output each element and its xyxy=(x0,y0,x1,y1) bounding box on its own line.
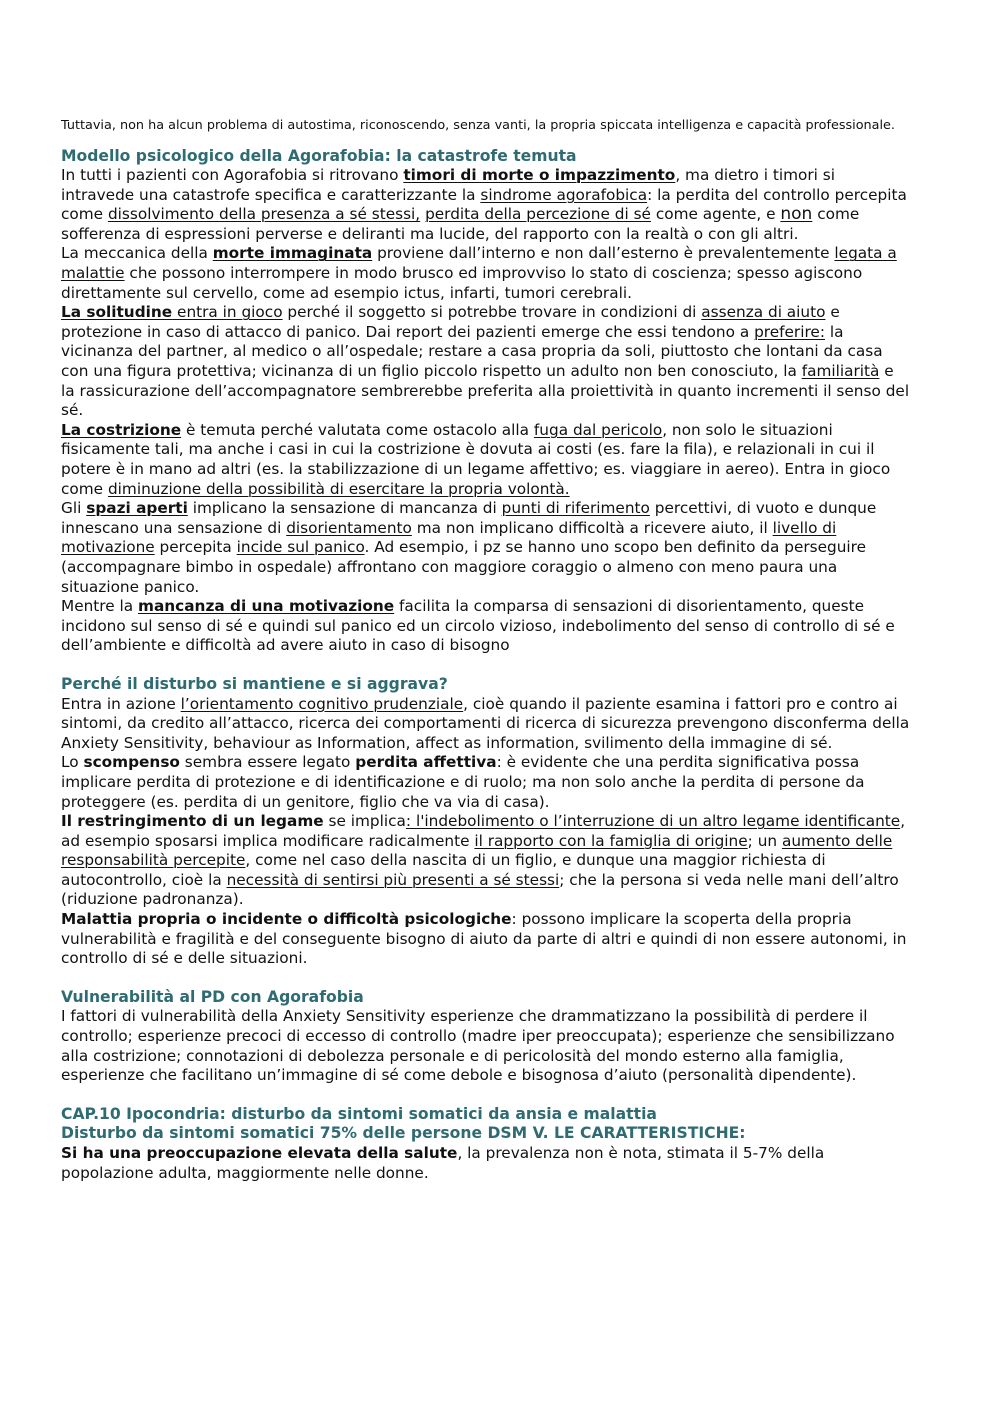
paragraph-preoccupazione: Si ha una preoccupazione elevata della salute, la prevalenza non è nota, stimata il 5-7% della popolazione adulta, maggiormente nelle donne. xyxy=(61,1144,825,1182)
spacer xyxy=(61,969,911,988)
section-ipocondria xyxy=(61,1105,911,1183)
paragraph-timori: In tutti i pazienti con Agorafobia si ritrovano timori di morte o impazzimento, ma dietro i timori si intravede una catastrofe specifica e caratterizzante la sindrome agorafobica: la perdita del controllo percepita come dissolvimento della presenza a sé stessi, perdita della percezione di sé come agente, e non come sofferenza di espressioni perverse e deliranti ma lucide, del rapporto con la realtà o con gli altri. xyxy=(61,166,907,243)
document-page xyxy=(61,118,911,1183)
section-title: Perché il disturbo si mantiene e si aggrava? xyxy=(61,674,448,693)
paragraph-scompenso: Lo scompenso sembra essere legato perdita affettiva: è evidente che una perdita significativa possa implicare perdita di protezione e di identificazione e di ruolo; ma non solo anche la perdita di persone da proteggere (es. perdita di un genitore, figlio che va via di casa). xyxy=(61,753,865,811)
section-title: Modello psicologico della Agorafobia: la catastrofe temuta xyxy=(61,146,577,165)
paragraph-morte-immaginata: La meccanica della morte immaginata proviene dall’interno e non dall’esterno è prevalentemente legata a malattie che possono interrompere in modo brusco ed improvviso lo stato di coscienza; spesso agiscono direttamente sul cervello, come ad esempio ictus, infarti, tumori cerebrali. xyxy=(61,244,897,302)
paragraph-motivazione: Mentre la mancanza di una motivazione facilita la comparsa di sensazioni di disorientamento, queste incidono sul senso di sé e quindi sul panico ed un circolo vizioso, indebolimento del senso di controllo di sé e dell’ambiente e difficoltà ad avere aiuto in caso di bisogno xyxy=(61,597,895,655)
paragraph-spazi-aperti: Gli spazi aperti implicano la sensazione di mancanza di punti di riferimento percettivi, di vuoto e dunque innescano una sensazione di disorientamento ma non implicano difficoltà a ricevere aiuto, il livello di motivazione percepita incide sul panico. Ad esempio, i pz se hanno uno scopo ben definito da perseguire (accompagnare bimbo in ospedale) affrontano con maggiore coraggio o almeno con meno paura una situazione panico. xyxy=(61,499,877,596)
paragraph-orientamento: Entra in azione l’orientamento cognitivo prudenziale, cioè quando il paziente esamina i fattori pro e contro ai sintomi, da credito all’attacco, ricerca dei comportamenti di ricerca di sicurezza prevengono disconferma della Anxiety Sensitivity, behaviour as Information, affect as information, svilimento della immagine di sé. xyxy=(61,694,910,752)
section-vulnerabilita xyxy=(61,988,911,1086)
section-title: Disturbo da sintomi somatici 75% delle persone DSM V. LE CARATTERISTICHE: xyxy=(61,1124,746,1143)
section-agorafobia-model xyxy=(61,147,911,656)
paragraph-restringimento: Il restringimento di un legame se implica: l'indebolimento o l’interruzione di un altro legame identificante, ad esempio sposarsi implica modificare radicalmente il rapporto con la famiglia di origine; un aumento delle responsabilità percepite, come nel caso della nascita di un figlio, e dunque una maggior richiesta di autocontrollo, cioè la necessità di sentirsi più presenti a sé stessi; che la persona si veda nelle mani dell’altro (riduzione padronanza). xyxy=(61,812,906,909)
section-mantenimento xyxy=(61,675,911,969)
spacer xyxy=(61,656,911,675)
spacer xyxy=(61,1086,911,1105)
paragraph-malattia: Malattia propria o incidente o difficoltà psicologiche: possono implicare la scoperta della propria vulnerabilità e fragilità e del conseguente bisogno di aiuto da parte di altri e quindi di non essere autonomi, in controllo di sé e delle situazioni. xyxy=(61,910,907,968)
intro-paragraph: Tuttavia, non ha alcun problema di autostima, riconoscendo, senza vanti, la propria spiccata intelligenza e capacità professionale. xyxy=(61,118,895,133)
section-title: Vulnerabilità al PD con Agorafobia xyxy=(61,987,364,1006)
chapter-title: CAP.10 Ipocondria: disturbo da sintomi somatici da ansia e malattia xyxy=(61,1104,657,1123)
paragraph-solitudine: La solitudine entra in gioco perché il soggetto si potrebbe trovare in condizioni di assenza di aiuto e protezione in caso di attacco di panico. Dai report dei pazienti emerge che essi tendono a preferire: la vicinanza del partner, al medico o all’ospedale; restare a casa propria da soli, piuttosto che lontani da casa con una figura protettiva; vicinanza di un figlio piccolo rispetto un adulto non ben conosciuto, la familiarità e la rassicurazione dell’accompagnatore sembrerebbe preferita alla proiettività in quanto incrementi il senso del sé. xyxy=(61,303,910,420)
paragraph-vulnerabilita: I fattori di vulnerabilità della Anxiety Sensitivity esperienze che drammatizzano la possibilità di perdere il controllo; esperienze precoci di eccesso di controllo (madre iper preoccupata); esperienze che sensibilizzano alla costrizione; connotazioni di debolezza personale e di pericolosità del mondo esterno alla famiglia, esperienze che facilitano un’immagine di sé come debole e bisognosa d’aiuto (personalità dipendente). xyxy=(61,1007,895,1085)
paragraph-costrizione: La costrizione è temuta perché valutata come ostacolo alla fuga dal pericolo, non solo le situazioni fisicamente tali, ma anche i casi in cui la costrizione è dovuta ai costi (es. fare la fila), e relazionali in cui il potere è in mano ad altri (es. la stabilizzazione di un legame affettivo; es. viaggiare in aereo). Entra in gioco come diminuzione della possibilità di esercitare la propria volontà. xyxy=(61,420,891,498)
